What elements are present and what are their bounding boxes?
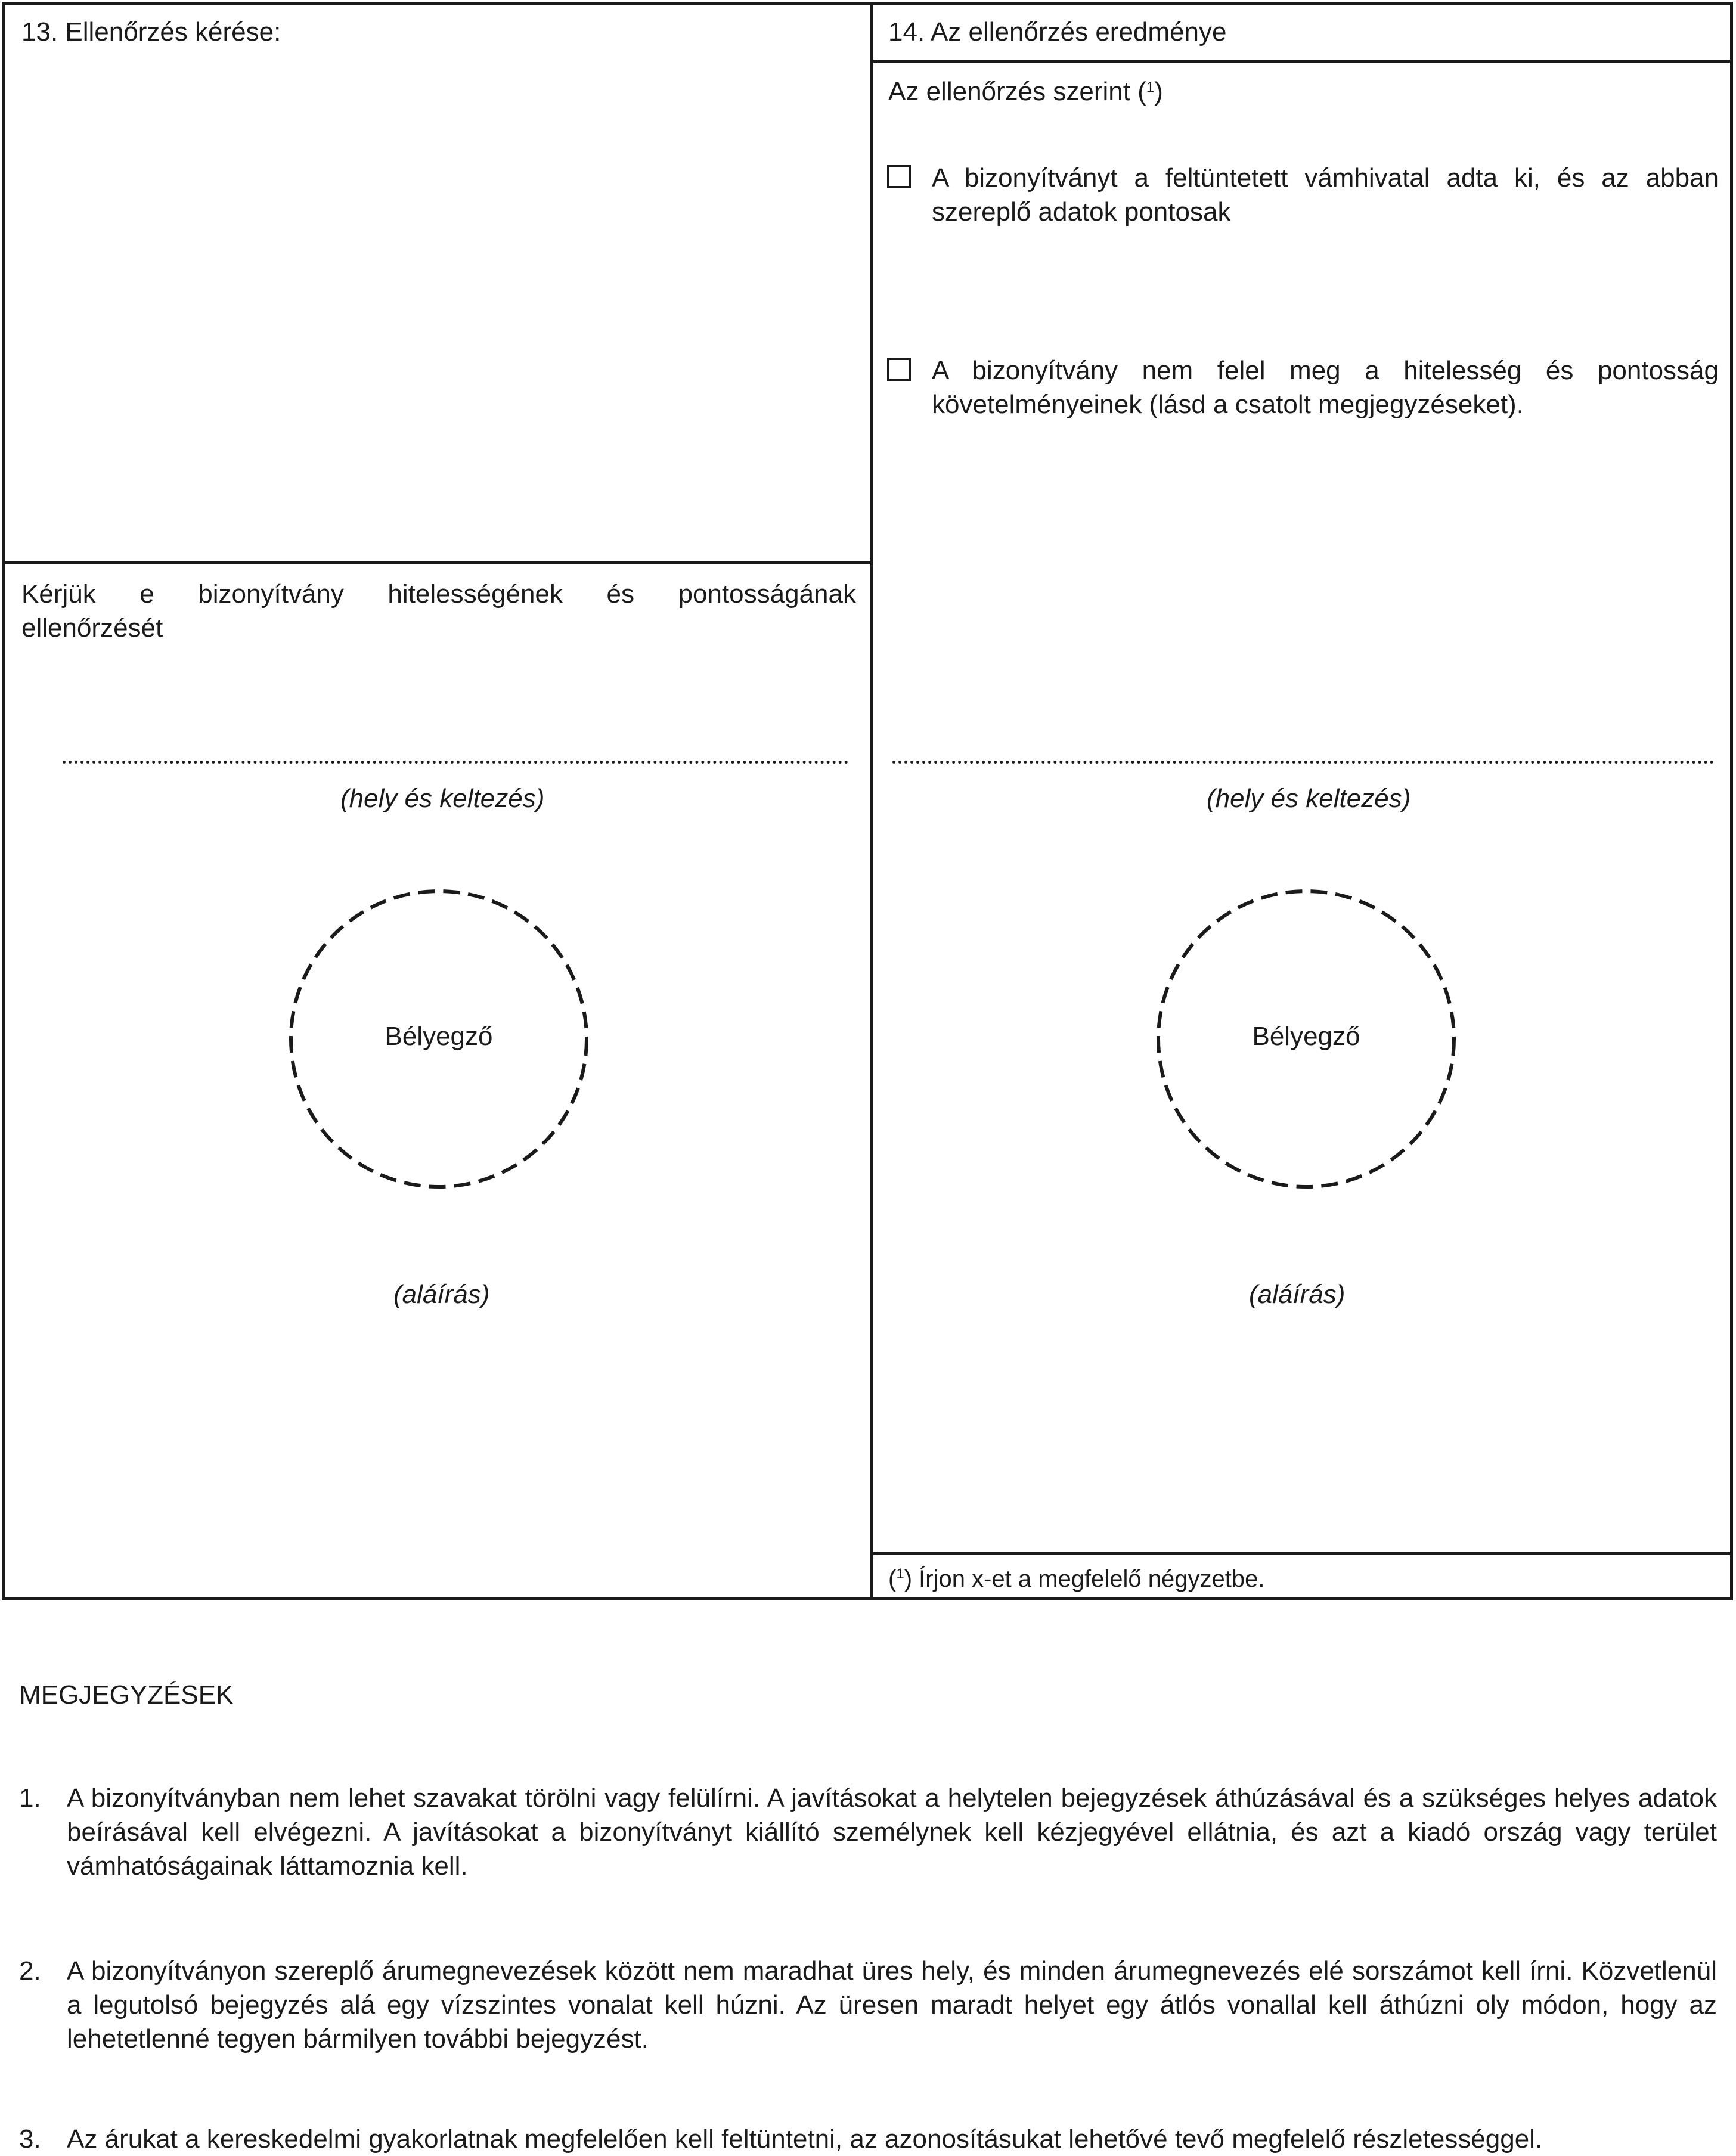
column-divider bbox=[870, 5, 873, 1597]
footnote-text: ) Írjon x-et a megfelelő négyzetbe. bbox=[904, 1566, 1265, 1592]
note-number: 1. bbox=[19, 1783, 41, 1813]
note-number: 2. bbox=[19, 1956, 41, 1986]
verification-form-table bbox=[2, 2, 1733, 1600]
option2-checkbox[interactable] bbox=[887, 358, 911, 381]
box14-footnote bbox=[888, 1564, 1264, 1594]
note-text: A bizonyítványban nem lehet szavakat törölni vagy felülírni. A javításokat a helytelen bejegyzések áthúzásával és a szükséges helyes adatok beírásával kell elvégezni. A javításokat a bizonyítványt kiállító személynek kell kézjegyével ellátnia, és azt a kiadó ország vagy terület vámhatóságainak láttamoznia kell. bbox=[67, 1783, 1717, 1881]
box13-signature-label: (aláírás) bbox=[393, 1280, 490, 1309]
option1-text bbox=[932, 161, 1719, 229]
note-text: A bizonyítványon szereplő árumegnevezések között nem maradhat üres hely, és minden árumegnevezés elé sorszámot kell írni. Közvetlenül a legutolsó bejegyzés alá egy vízszintes vonalat kell húzni. Az üresen maradt helyet egy átlós vonallal kell áthúzni oly módon, hogy az lehetetlenné tegyen bármilyen további bejegyzést. bbox=[67, 1956, 1717, 2054]
footnote-ref: 1 bbox=[896, 1566, 904, 1582]
box14-place-date-label: (hely és keltezés) bbox=[1207, 784, 1411, 813]
note-number: 3. bbox=[19, 2124, 41, 2154]
box13-request-text-line2: ellenőrzését bbox=[21, 613, 163, 643]
option1-checkbox[interactable] bbox=[887, 165, 911, 188]
box14-intro bbox=[888, 75, 1163, 108]
box14-signature-label: (aláírás) bbox=[1249, 1280, 1346, 1309]
box14-footnote-divider bbox=[873, 1552, 1733, 1555]
option2-text bbox=[932, 353, 1719, 421]
box14-intro-footnote-ref: 1 bbox=[1146, 79, 1155, 95]
box14-title: 14. Az ellenőrzés eredménye bbox=[888, 17, 1227, 46]
note-text: Az árukat a kereskedelmi gyakorlatnak megfelelően kell feltüntetni, az azonosításukat lehetővé tevő megfelelő részletességgel. bbox=[67, 2124, 1543, 2154]
box13-place-date-line[interactable] bbox=[63, 761, 848, 764]
box14-place-date-line[interactable] bbox=[892, 761, 1714, 764]
box14-intro-text: Az ellenőrzés szerint ( bbox=[888, 77, 1146, 106]
box13-request-text-line1: Kérjük e bizonyítvány hitelességének és pontosságának bbox=[21, 579, 856, 609]
box13-section-divider bbox=[5, 561, 870, 564]
footnote-open: ( bbox=[888, 1566, 897, 1592]
option1-label: A bizonyítványt a feltüntetett vámhivatal adta ki, és az abban szereplő adatok pontosak bbox=[932, 163, 1719, 227]
box14-title-divider bbox=[873, 60, 1733, 63]
option2-label: A bizonyítvány nem felel meg a hitelesség és pontosság követelményeinek (lásd a csatolt megjegyzéseket). bbox=[932, 356, 1719, 420]
box13-stamp-label: Bélyegző bbox=[385, 1022, 493, 1051]
box13-title: 13. Ellenőrzés kérése: bbox=[21, 17, 281, 46]
box13-place-date-label: (hely és keltezés) bbox=[340, 784, 545, 813]
box14-intro-close: ) bbox=[1154, 77, 1163, 106]
notes-heading: MEGJEGYZÉSEK bbox=[19, 1680, 234, 1710]
box14-stamp-label: Bélyegző bbox=[1252, 1022, 1360, 1051]
